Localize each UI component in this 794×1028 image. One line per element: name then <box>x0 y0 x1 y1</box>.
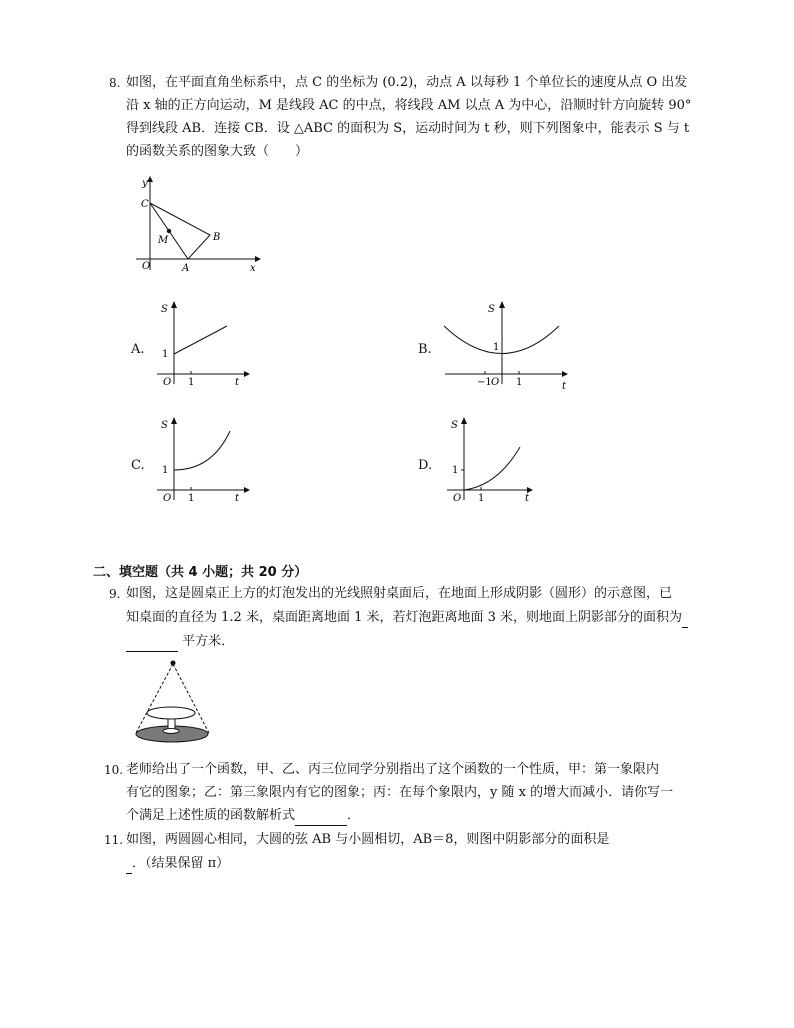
fig-b-label: B <box>213 232 221 243</box>
q8-coordinate-figure <box>130 172 270 278</box>
q9-answer-blank[interactable] <box>126 637 178 652</box>
q11-number: 11. <box>104 833 124 847</box>
q10-number: 10. <box>104 763 124 777</box>
q9-line-1: 如图，这是圆桌正上方的灯泡发出的光线照射桌面后，在地面上形成阴影（圆形）的示意图，已 <box>126 586 673 601</box>
option-d-label: D. <box>418 458 433 473</box>
svg-text:1: 1 <box>493 342 500 353</box>
fig-o-label: O <box>142 261 151 272</box>
q11-line-2: ．（结果保留 π） <box>126 854 229 874</box>
fig-a-label: A <box>182 263 190 274</box>
fig-y-label: y <box>142 178 148 189</box>
option-a-label: A. <box>131 342 145 357</box>
q9-line-2: 知桌面的直径为 1.2 米，桌面距离地面 1 米，若灯泡距离地面 3 米，则地面上阴影部分的面积为 <box>126 608 688 628</box>
svg-text:S: S <box>161 420 168 431</box>
svg-text:O: O <box>163 493 172 504</box>
svg-text:S: S <box>488 304 495 315</box>
q9-number: 9. <box>109 587 121 601</box>
option-c-label: C. <box>131 458 145 473</box>
q9-answer-blank-start[interactable] <box>682 613 688 628</box>
svg-text:1: 1 <box>516 377 523 388</box>
svg-text:1: 1 <box>452 465 459 476</box>
svg-text:t: t <box>235 493 240 504</box>
svg-text:O: O <box>491 377 500 388</box>
q8-line-3: 得到线段 AB．连接 CB．设 △ABC 的面积为 S，运动时间为 t 秒，则下列图象中，能表示 S 与 t <box>126 121 690 136</box>
q11-line-1: 如图，两圆圆心相同，大圆的弦 AB 与小圆相切，AB＝8，则图中阴影部分的面积是 <box>126 832 610 847</box>
fig-m-label: M <box>158 235 169 246</box>
svg-text:O: O <box>163 377 172 388</box>
svg-text:1: 1 <box>162 465 169 476</box>
fig-c-label: C <box>141 199 149 210</box>
option-a-graph <box>152 298 262 390</box>
svg-text:t: t <box>562 381 567 390</box>
q8-line-4: 的函数关系的图象大致（ ） <box>126 144 309 159</box>
svg-text:1: 1 <box>162 349 169 360</box>
q10-answer-blank[interactable] <box>295 811 347 826</box>
q10-line-3: 个满足上述性质的函数解析式 ． <box>126 806 360 826</box>
q10-line-1: 老师给出了一个函数，甲、乙、丙三位同学分别指出了这个函数的一个性质，甲：第一象限内 <box>126 762 660 777</box>
option-b-label: B. <box>418 342 432 357</box>
svg-text:1: 1 <box>478 493 485 504</box>
q8-line-2: 沿 x 轴的正方向运动，M 是线段 AC 的中点，将线段 AM 以点 A 为中心，沿顺时针方向旋转 90° <box>126 98 692 113</box>
q9-lamp-figure <box>130 656 214 748</box>
q10-line-2: 有它的图象；乙：第三象限内有它的图象；丙：在每个象限内，y 随 x 的增大而减小．请你写一 <box>126 785 674 800</box>
q8-number: 8. <box>109 76 121 90</box>
svg-text:1: 1 <box>188 377 195 388</box>
svg-text:t: t <box>525 493 530 504</box>
svg-text:S: S <box>161 304 168 315</box>
svg-text:−1: −1 <box>477 377 492 388</box>
svg-text:S: S <box>451 420 458 431</box>
svg-text:O: O <box>453 493 462 504</box>
svg-text:t: t <box>235 377 240 388</box>
q8-line-1: 如图，在平面直角坐标系中，点 C 的坐标为 (0.2)，动点 A 以每秒 1 个单位长的速度从点 O 出发 <box>126 75 688 90</box>
section-title: 二、填空题（共 4 小题；共 20 分） <box>93 565 308 580</box>
option-b-graph <box>440 298 575 390</box>
fig-x-label: x <box>250 263 256 274</box>
svg-text:1: 1 <box>188 493 195 504</box>
q9-line-3: 平方米． <box>126 632 234 652</box>
option-d-graph <box>442 414 552 506</box>
option-c-graph <box>152 414 262 506</box>
